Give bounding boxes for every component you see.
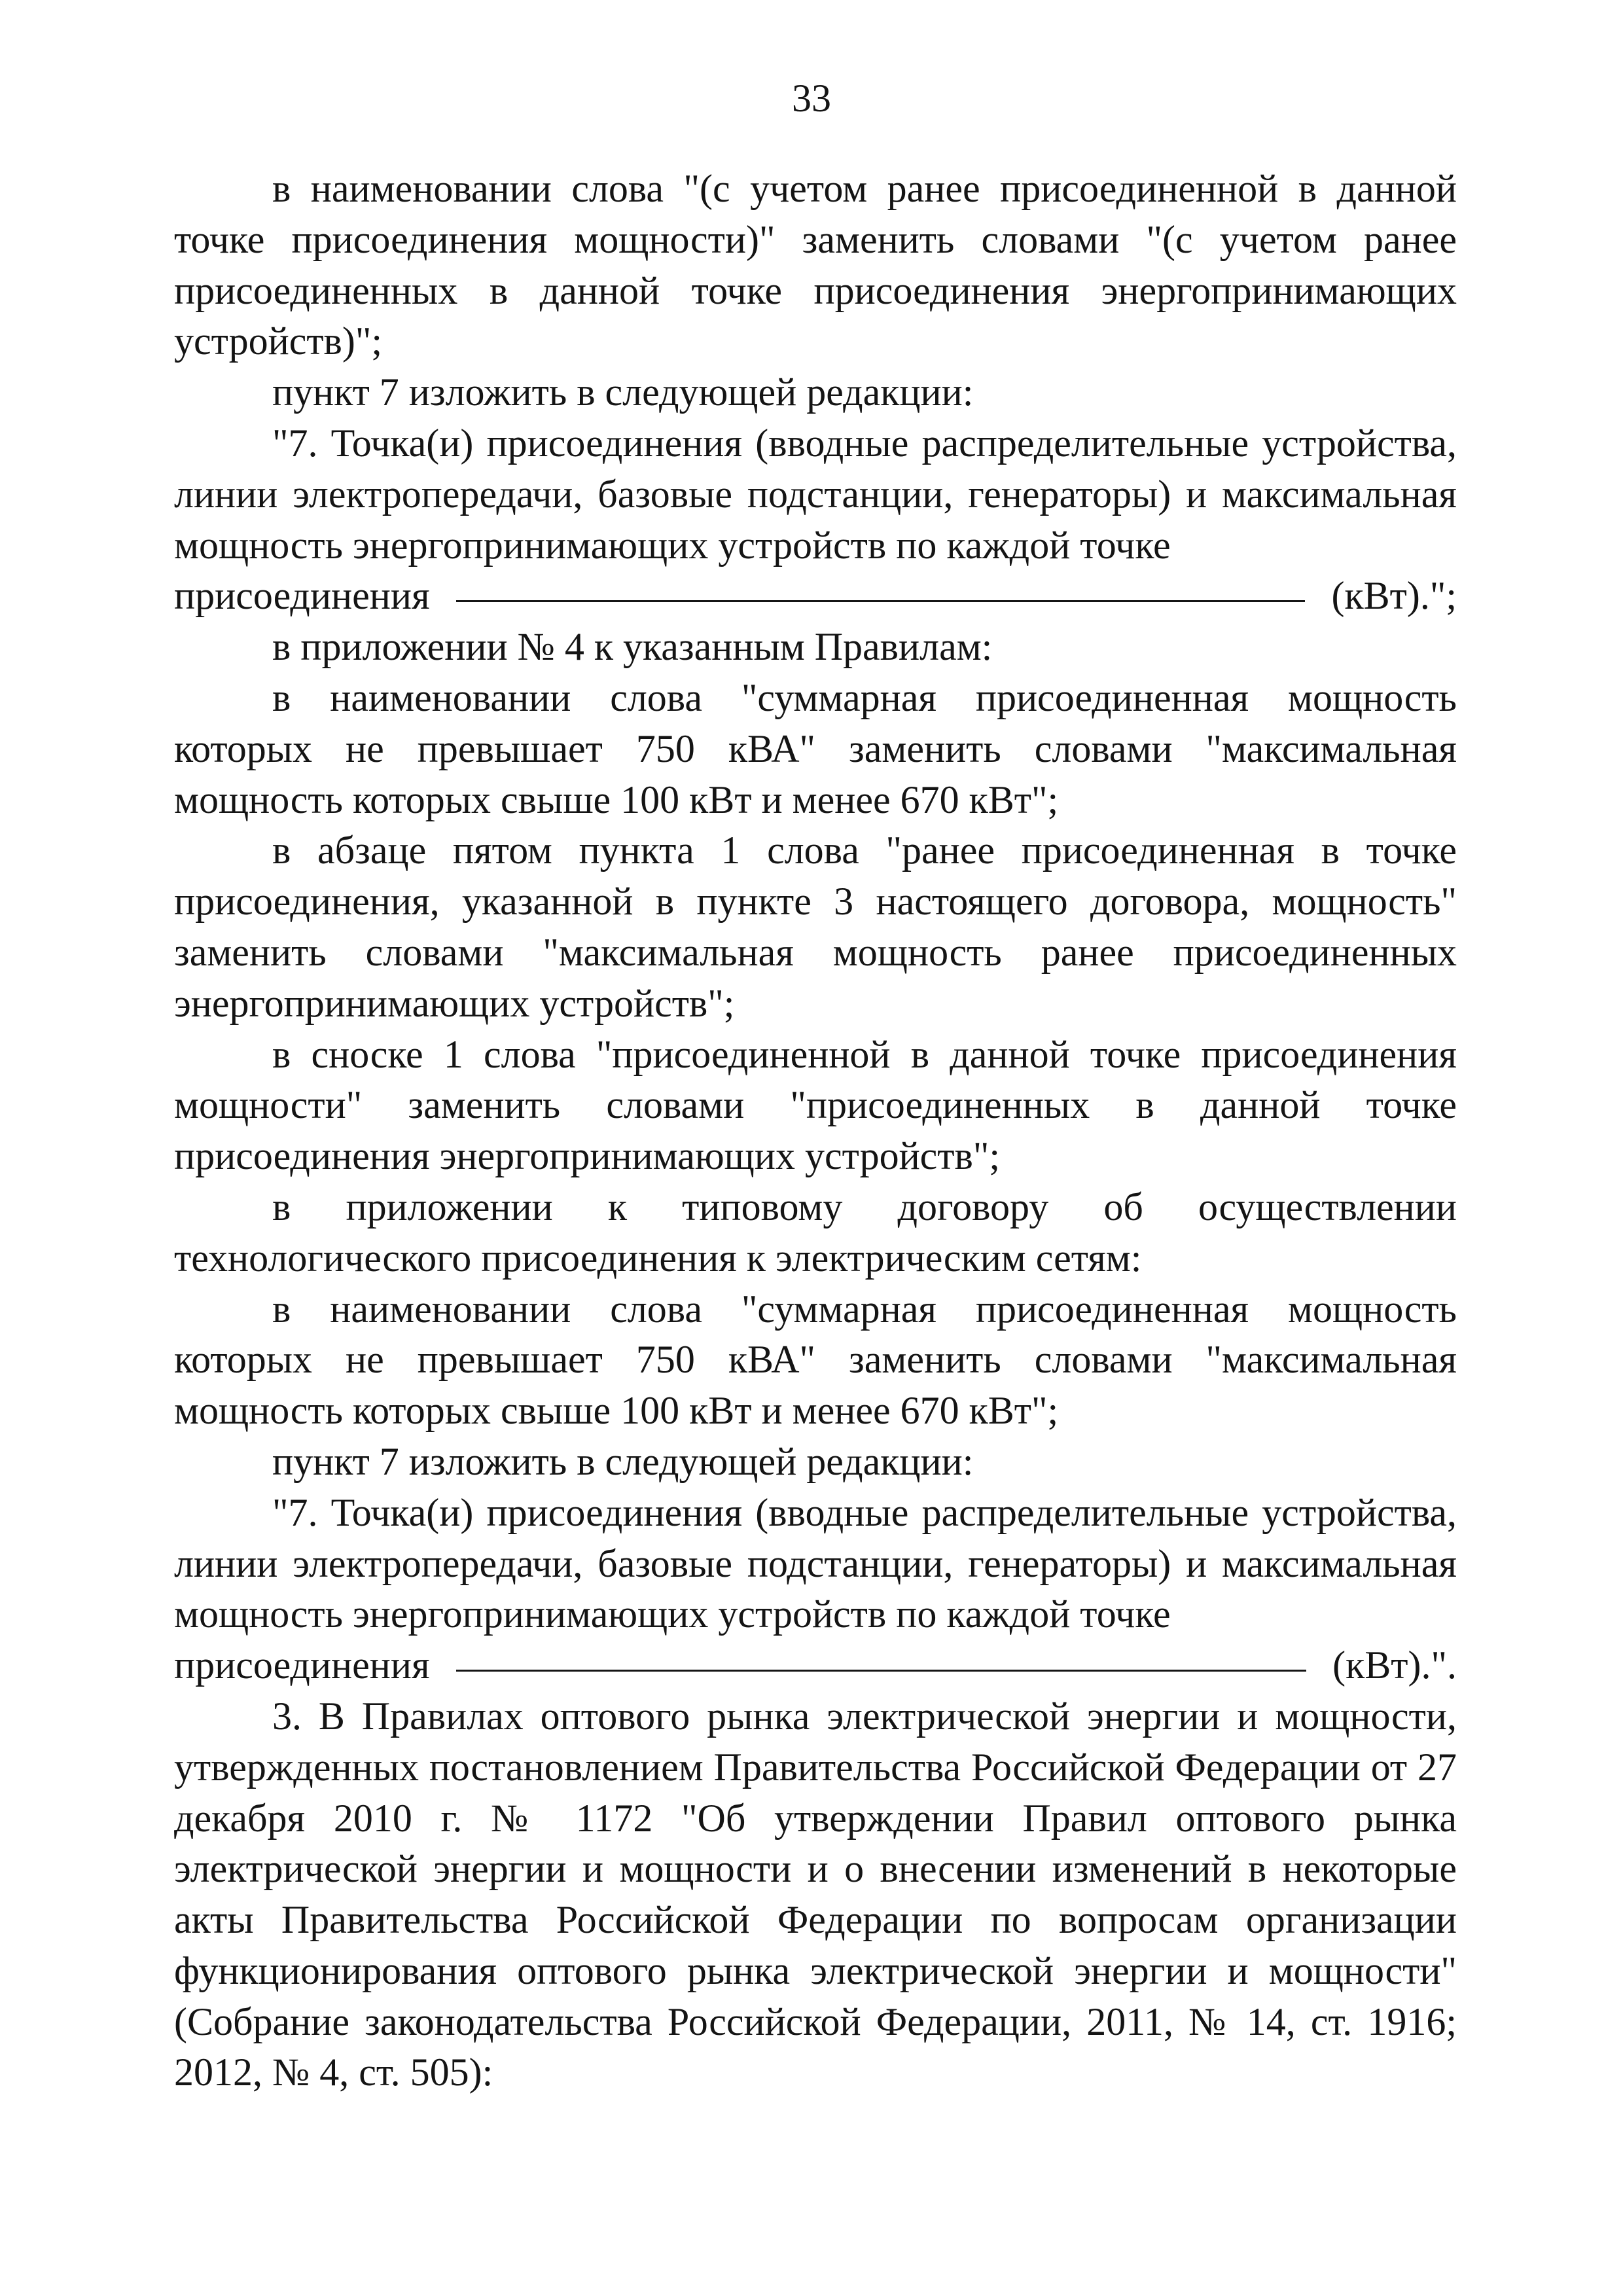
paragraph-item7-intro-2: пункт 7 изложить в следующей редакции: <box>272 1439 974 1483</box>
blank-underline <box>456 600 1306 602</box>
paragraph-contract-appendix-title: в наименовании слова "суммарная присоединенная мощность которых не превышает 750 кВА" заменить словами "максимальная мощность которых свыше 100 кВт и менее 670 кВт"; <box>174 1287 1457 1433</box>
fill-in-line-connection-power <box>174 571 1457 622</box>
fill-line-label: присоединения <box>174 574 430 618</box>
paragraph-item7-text-2: "7. Точка(и) присоединения (вводные распределительные устройства, линии электропередачи, базовые подстанции, генераторы) и максимальная мощность энергопринимающих устройств по каждой точке <box>174 1490 1457 1636</box>
fill-line-label: присоединения <box>174 1643 430 1687</box>
page-number: 33 <box>792 77 831 120</box>
paragraph-contract-appendix-intro: в приложении к типовому договору об осуществлении технологического присоединения к электрическим сетям: <box>174 1185 1457 1280</box>
paragraph-appendix4-item1: в абзаце пятом пункта 1 слова "ранее присоединенная в точке присоединения, указанной в пункте 3 настоящего договора, мощность" заменить словами "максимальная мощность ранее присоединенных энергопринимающих устройств"; <box>174 829 1457 1025</box>
paragraph-appendix4-title: в наименовании слова "суммарная присоединенная мощность которых не превышает 750 кВА" заменить словами "максимальная мощность которых свыше 100 кВт и менее 670 кВт"; <box>174 675 1457 821</box>
fill-line-unit: (кВт)."; <box>1331 574 1457 618</box>
fill-in-line-connection-power-2 <box>174 1640 1457 1691</box>
paragraph-item7-intro: пункт 7 изложить в следующей редакции: <box>272 370 974 414</box>
blank-underline <box>456 1670 1307 1672</box>
paragraph-appendix4-footnote: в сноске 1 слова "присоединенной в данной точке присоединения мощности" заменить словами "присоединенных в данной точке присоединения энергопринимающих устройств"; <box>174 1032 1457 1178</box>
paragraph-wholesale-market-rules: 3. В Правилах оптового рынка электрической энергии и мощности, утвержденных постановлением Правительства Российской Федерации от 27 декабря 2010 г. № 1172 "Об утверждении Правил оптового рынка электрической энергии и мощности и о внесении изменений в некоторые акты Правительства Российской Федерации по вопросам организации функционирования оптового рынка электрической энергии и мощности" (Собрание законодательства Российской Федерации, 2011, № 14, ст. 1916; 2012, № 4, ст. 505): <box>174 1694 1457 2094</box>
document-body <box>174 164 1457 2098</box>
fill-line-unit: (кВт).". <box>1332 1643 1457 1687</box>
paragraph-title-amendment: в наименовании слова "(с учетом ранее присоединенной в данной точке присоединения мощности)" заменить словами "(с учетом ранее присоединенных в данной точке присоединения энергопринимающих устройств)"; <box>174 167 1457 363</box>
paragraph-appendix4-intro: в приложении № 4 к указанным Правилам: <box>272 625 993 669</box>
paragraph-item7-text: "7. Точка(и) присоединения (вводные распределительные устройства, линии электропередачи, базовые подстанции, генераторы) и максимальная мощность энергопринимающих устройств по каждой точке <box>174 421 1457 567</box>
